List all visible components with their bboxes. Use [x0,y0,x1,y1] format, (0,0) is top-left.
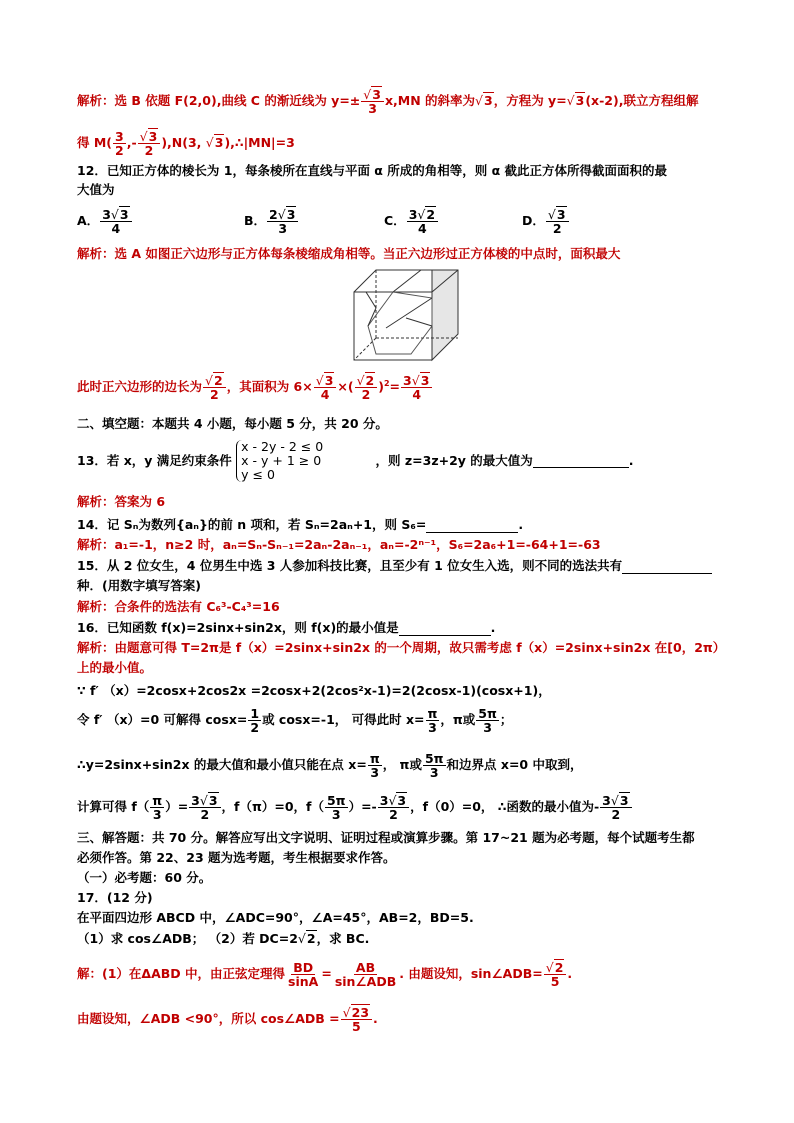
q15-line2: 种．(用数字填写答案) [77,578,201,593]
q17-line2: （1）求 cos∠ADB； （2）若 DC=2√2，求 BC. [77,931,370,946]
sol13: 解析：答案为 6 [77,494,166,509]
q14: 14．记 Sₙ为数列{aₙ}的前 n 项和，若 Sₙ=2aₙ+1，则 S₆= . [77,517,524,532]
q12-option-c: C． $\frac{3√2}{4}$ [384,208,439,235]
constraint-system: x - 2y - 2 ≤ 0 x - y + 1 ≥ 0 y ≤ 0 [236,440,323,482]
q15-line1: 15．从 2 位女生，4 位男生中选 3 人参加科技比赛，且至少有 1 位女生入选，则不同的选法共有 [77,558,712,574]
sol17-line1: 解：(1）在ΔABD 中，由正弦定理得 $\frac{BD}{\sin A}$ = $\frac{AB}{\text{sin∠ADB}}$ . 由题设知，sin∠ADB= $\frac{√2}{5}$ . [77,960,573,989]
q12-option-a: A． $\frac{3√3}{4}$ [77,208,133,235]
q12-option-b: B． $\frac{2√3}{3}$ [244,208,299,235]
sol16-line6: 计算可得 f（ $\frac{\pi}{3}$ ）= $\frac{3√3}{2}$ ，f（π）=0，f（ $\frac{5\pi}{3}$ ）=- $\frac{3√3}{2}$ ，f（0）=0， ∴函数的最小值为- $\frac{3√3}{2}$ [77,794,633,821]
sol11-line2: 得 M( $\frac{3}{2}$ ,- $\frac{√3}{2}$ ),N(3, √3),∴|MN|=3 [77,129,295,158]
section-2-heading: 二、填空题：本题共 4 小题，每小题 5 分，共 20 分。 [77,416,388,431]
q15-answer-blank [622,560,712,574]
sol16-line3: ∵ f′ （x）=2cosx+2cos2x =2cosx+2(2cos²x-1)=2(2cosx-1)(cosx+1)， [77,683,551,698]
q13: 13．若 x，y 满足约束条件 x - 2y - 2 ≤ 0 x - y + 1 ≥ 0 y ≤ 0 ，则 z=3z+2y 的最大值为 . [77,439,634,482]
sol12-line1: 解析：选 A 如图正六边形与正方体每条棱缩成角相等。当正六边形过正方体棱的中点时，面积最大 [77,246,621,261]
q13-answer-blank [533,454,629,468]
sol16-line4: 令 f′ （x）=0 可解得 cosx= $\frac{1}{2}$ 或 cosx=-1， 可得此时 x= $\frac{\pi}{3}$ ，π或 $\frac{5\pi}{3}$ ； [77,706,513,735]
q16-answer-blank [399,622,491,636]
sol12-line2: 此时正六边形的边长为 $\frac{√2}{2}$ ，其面积为 6× $\frac{√3}{4}$ ×( $\frac{√2}{2}$ )$^2$= $\frac{3√3}{4}$ [77,374,433,401]
sol16-line1: 解析：由题意可得 T=2π是 f（x）=2sinx+sin2x 的一个周期，故只需考虑 f（x）=2sinx+sin2x 在[0，2π） [77,640,726,655]
section-3-line1: 三、解答题：共 70 分。解答应写出文字说明、证明过程或演算步骤。第 17~21 题为必考题，每个试题考生都 [77,830,695,845]
sol16-line5: ∴y=2sinx+sin2x 的最大值和最小值只能在点 x= $\frac{\pi}{3}$ ， π或 $\frac{5\pi}{3}$ 和边界点 x=0 中取到， [77,751,583,780]
q12-line1: 12．已知正方体的棱长为 1，每条棱所在直线与平面 α 所成的角相等，则 α 截此正方体所得截面面积的最 [77,163,668,178]
sol11-line1: 解析：选 B 依题 F(2,0),曲线 C 的渐近线为 y=± $\frac{√3}{3}$ x,MN 的斜率为√3，方程为 y=√3(x-2),联立方程组解 [77,87,699,116]
q12-option-d: D． $\frac{√3}{2}$ [522,208,570,235]
section-3-line2: 必须作答。第 22、23 题为选考题，考生根据要求作答。 [77,850,396,865]
sol14: 解析：a₁=-1，n≥2 时，aₙ=Sₙ-Sₙ₋₁=2aₙ-2aₙ₋₁，aₙ=-2ⁿ⁻¹，S₆=2a₆+1=-64+1=-63 [77,537,601,552]
sol17-line2: 由题设知，∠ADB <90°，所以 cos∠ADB = $\frac{√23}{5}$ . [77,1005,378,1034]
q14-answer-blank [426,519,518,533]
q12-line2: 大值为 [77,182,115,197]
sol15: 解析：合条件的选法有 C₆³-C₄³=16 [77,599,280,614]
cube-hexagon-figure [346,268,464,364]
q17-line1: 在平面四边形 ABCD 中，∠ADC=90°，∠A=45°，AB=2，BD=5. [77,910,474,925]
section-3-line3: （一）必考题：60 分。 [77,870,212,885]
q17-heading: 17．(12 分) [77,890,153,905]
sol16-line2: 上的最小值。 [77,660,153,675]
q16: 16．已知函数 f(x)=2sinx+sin2x，则 f(x)的最小值是 . [77,620,496,635]
